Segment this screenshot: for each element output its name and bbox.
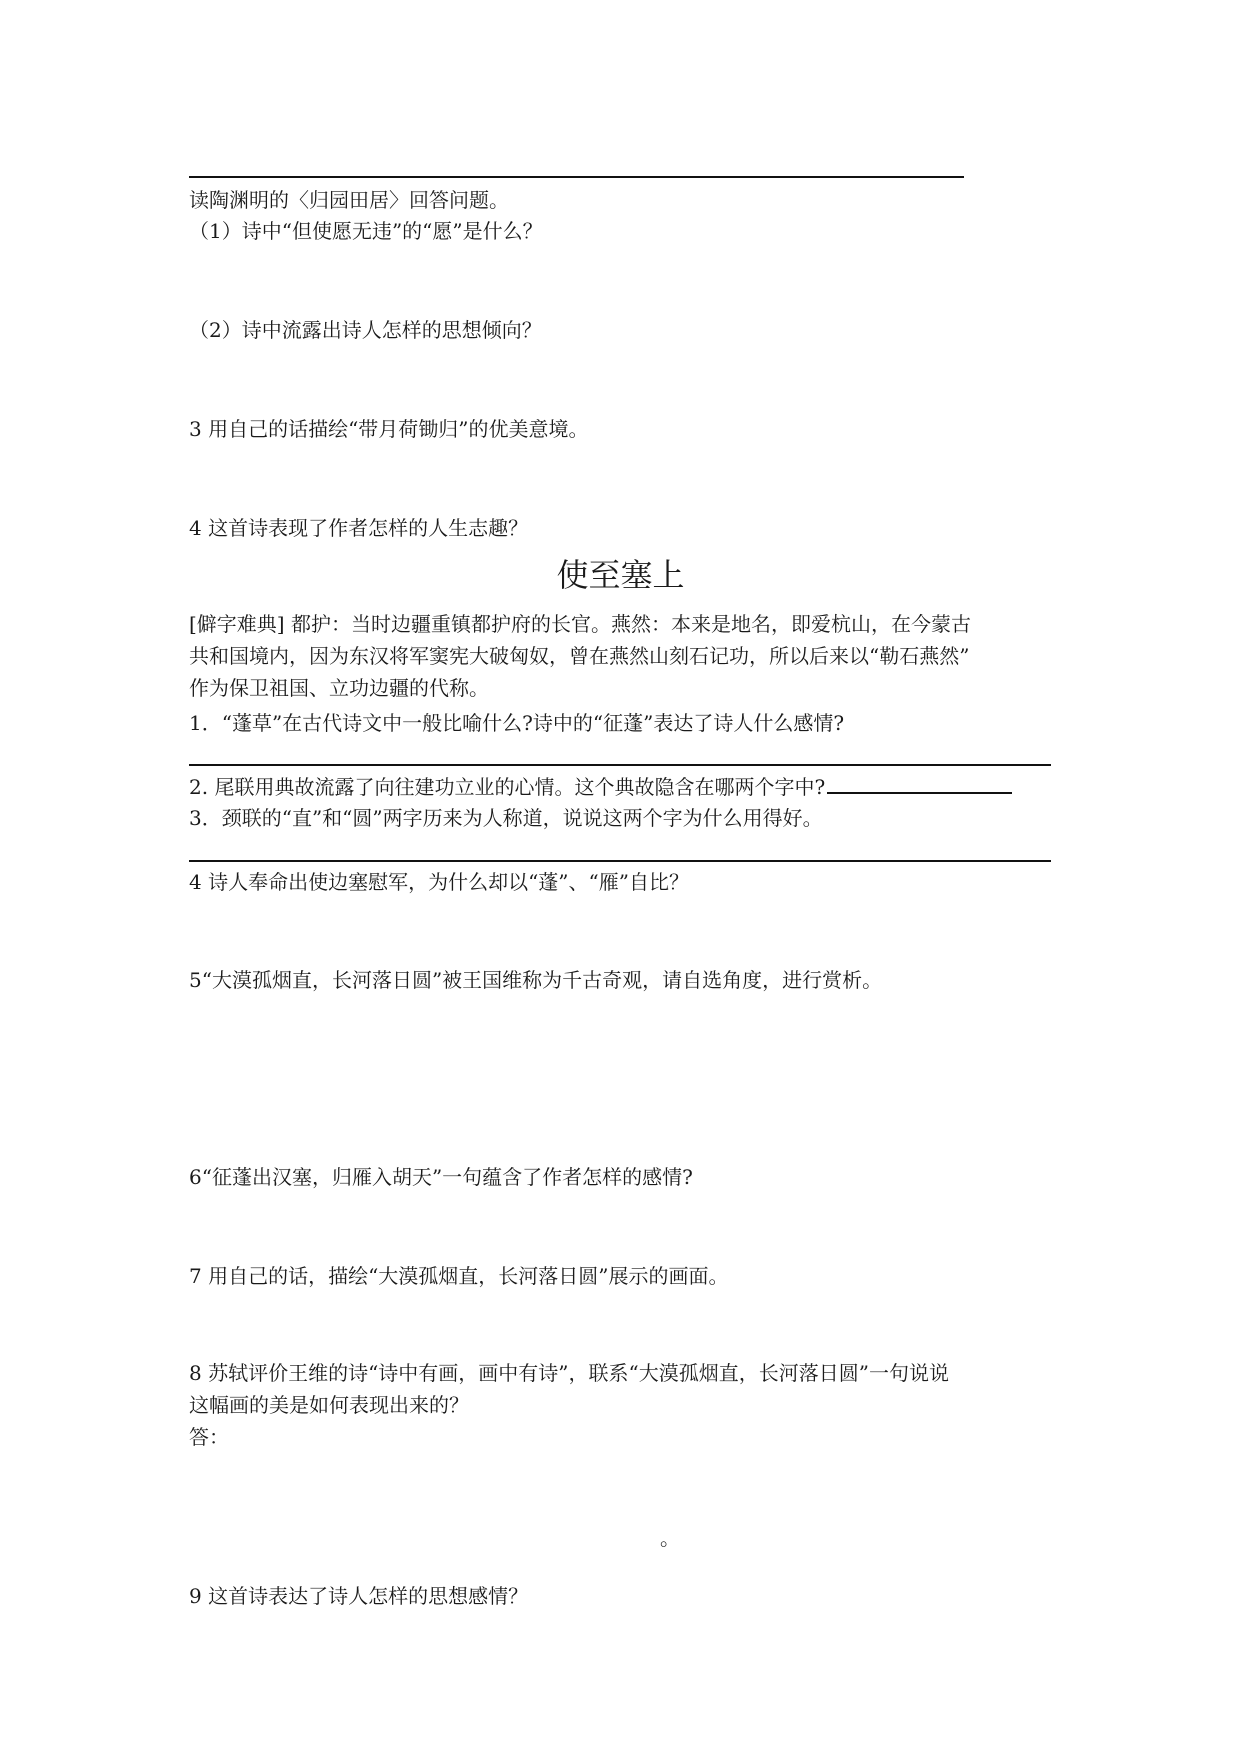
answer-end-mark: 。	[660, 1526, 680, 1550]
section2-question-1: 1．“蓬草”在古代诗文中一般比喻什么?诗中的“征蓬”表达了诗人什么感情?	[189, 711, 845, 735]
section2-question-9: 9 这首诗表达了诗人怎样的思想感情？	[189, 1584, 529, 1608]
section1-question-3: 3 用自己的话描绘“带月荷锄归”的优美意境。	[189, 417, 589, 441]
section2-question-2: 2. 尾联用典故流露了向往建功立业的心情。这个典故隐含在哪两个字中?	[189, 775, 826, 799]
section1-question-4: 4 这首诗表现了作者怎样的人生志趣？	[189, 516, 529, 540]
section2-question-6: 6“征蓬出汉塞，归雁入胡天”一句蕴含了作者怎样的感情?	[189, 1165, 693, 1189]
section2-question-4: 4 诗人奉命出使边塞慰军，为什么却以“蓬”、“雁”自比？	[189, 870, 689, 894]
section2-question-8-line-1: 8 苏轼评价王维的诗“诗中有画，画中有诗”，联系“大漠孤烟直，长河落日圆”一句说说	[189, 1361, 949, 1385]
top-rule	[189, 176, 964, 178]
answer-line-1	[189, 764, 1051, 766]
section1-question-2: （2）诗中流露出诗人怎样的思想倾向？	[189, 318, 542, 342]
section2-question-8-line-2: 这幅画的美是如何表现出来的？	[189, 1393, 469, 1417]
section2-question-5: 5“大漠孤烟直，长河落日圆”被王国维称为千古奇观，请自选角度，进行赏析。	[189, 968, 883, 992]
glossary-note-line-2: 共和国境内，因为东汉将军窦宪大破匈奴，曾在燕然山刻石记功，所以后来以“勒石燕然”	[189, 644, 970, 668]
section2-question-7: 7 用自己的话，描绘“大漠孤烟直，长河落日圆”展示的画面。	[189, 1264, 729, 1288]
poem-title: 使至塞上	[556, 556, 685, 594]
section1-question-1: （1）诗中“但使愿无违”的“愿”是什么？	[189, 219, 543, 243]
answer-line-3	[189, 860, 1051, 862]
answer-line-2	[827, 774, 1012, 794]
answer-label: 答：	[189, 1425, 229, 1449]
section2-question-2-row	[189, 773, 1012, 801]
glossary-note-line-3: 作为保卫祖国、立功边疆的代称。	[189, 676, 489, 700]
section2-question-3: 3．颈联的“直”和“圆”两字历来为人称道，说说这两个字为什么用得好。	[189, 806, 823, 830]
section1-intro: 读陶渊明的〈归园田居〉回答问题。	[189, 188, 509, 212]
glossary-note-line-1: [僻字难典] 都护：当时边疆重镇都护府的长官。燕然：本来是地名，即爱杭山，在今蒙古	[189, 612, 971, 636]
